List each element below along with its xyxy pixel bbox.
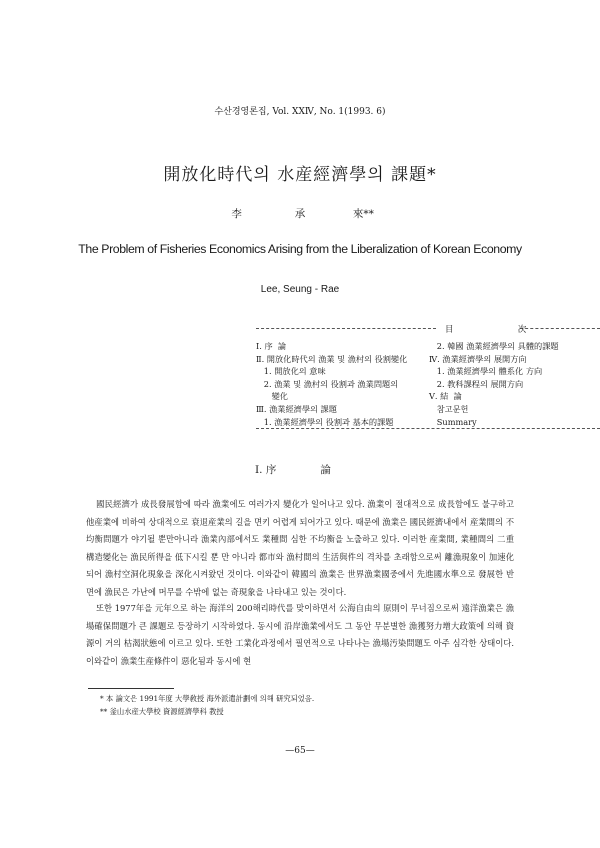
- body-paragraph: [86, 496, 514, 601]
- section-number: Ⅰ. 序: [255, 464, 277, 476]
- paper-title: 開放化時代의 水産經濟學의 課題*: [163, 165, 437, 185]
- journal-header: 수산경영론집, Vol. ⅩⅩⅣ, No. 1(1993. 6): [214, 107, 386, 117]
- author-name-part: 來**: [352, 208, 374, 220]
- toc-entry: 變化: [256, 391, 288, 402]
- section-heading: [255, 462, 331, 477]
- toc-entry: Ⅱ. 開放化時代의 漁業 및 漁村의 役割變化: [256, 353, 408, 364]
- toc-entry: 1. 開放化의 意味: [256, 366, 326, 377]
- author-korean: [0, 206, 600, 221]
- toc-entry: Ⅲ. 漁業經濟學의 課題: [256, 403, 337, 414]
- author-name-part: 承: [294, 208, 306, 220]
- toc-entry: 참고문헌: [429, 403, 469, 414]
- toc-entry: 1. 漁業經濟學의 役割과 基本的課題: [256, 416, 394, 427]
- toc-entry: Ⅳ. 漁業經濟學의 展開方向: [429, 353, 527, 364]
- paragraph-text: 또한 1977年을 元年으로 하는 海洋의 200해리時代를 맞이하면서 公海自由의 原則이 무너짐으로써 遠洋漁業은 漁場確保問題가 큰 課題로 등장하기 시작하였다. 동시에 沿岸漁業에서도 그 동안 무분별한 漁獲努力增大政策에 의해 資源이 거의 枯渴狀態에 이르고 있다. 또한 工業化과정에서 필연적으로 나타나는 漁場汚染問題도 아주 심각한 상태이다. 이와같이 漁業生産條件이 惡化됨과 동시에 현: [86, 603, 514, 666]
- toc-heading-char: 目: [445, 325, 454, 335]
- toc-right-column: [429, 340, 559, 428]
- toc-left-column: [256, 340, 407, 428]
- toc-entry: 2. 韓國 漁業經濟學의 具體的課題: [429, 341, 559, 351]
- toc-entry: 1. 漁業經濟學의 體系化 方向: [429, 366, 543, 377]
- section-title: 論: [320, 464, 331, 476]
- toc-heading: [445, 323, 588, 335]
- footnote-rule: [88, 688, 174, 689]
- toc-heading-char: 次: [517, 325, 527, 335]
- footnote: * 本 論文은 1991年度 大學敎授 海外派遣計劃에 의해 研究되었음.: [100, 694, 315, 703]
- toc-entry: Summary: [429, 416, 477, 427]
- toc-entry: Ⅰ. 序 論: [256, 341, 287, 351]
- body-paragraph: [86, 600, 514, 670]
- toc-top-rule-left: [256, 328, 436, 329]
- paragraph-text: 國民經濟가 成長發展함에 따라 漁業에도 여러가지 變化가 일어나고 있다. 漁業이 절대적으로 成長함에도 불구하고 他産業에 비하여 상대적으로 衰退産業의 길을 면키 어렵게 되어가고 있다. 때문에 漁業은 國民經濟내에서 産業間의 不均衡問題가 야기될 뿐만아니라 漁業內部에서도 業種間 심한 不均衡을 노출하고 있다. 이러한 産業間, 業種間의 二重構造變化는 漁民所得을 低下시킬 뿐 만 아니라 都市와 漁村間의 生活與件의 격차를 초래함으로써 離漁現象이 加速化되어 漁村空洞化現象을 深化시켜왔던 것이다. 이와같이 韓國의 漁業은 世界漁業國중에서 先進國水準으로 發展한 반면에 漁民은 가난에 머무를 수밖에 없는 奇現象을 나타내고 있는 것이다.: [86, 499, 514, 597]
- english-title: The Problem of Fisheries Economics Arising from the Liberalization of Korean Economy: [78, 242, 522, 256]
- english-author: Lee, Seung - Rae: [260, 284, 340, 295]
- toc-entry: 2. 漁業 및 漁村의 役割과 漁業問題의: [256, 378, 399, 389]
- toc-entry: Ⅴ. 結 論: [429, 391, 462, 402]
- page-number: —65—: [285, 746, 315, 756]
- toc-entry: 2. 教科課程의 展開方向: [429, 378, 524, 389]
- author-name-part: 李: [231, 208, 242, 220]
- footnote: ** 釜山水産大學校 資源經濟學科 教授: [100, 707, 224, 716]
